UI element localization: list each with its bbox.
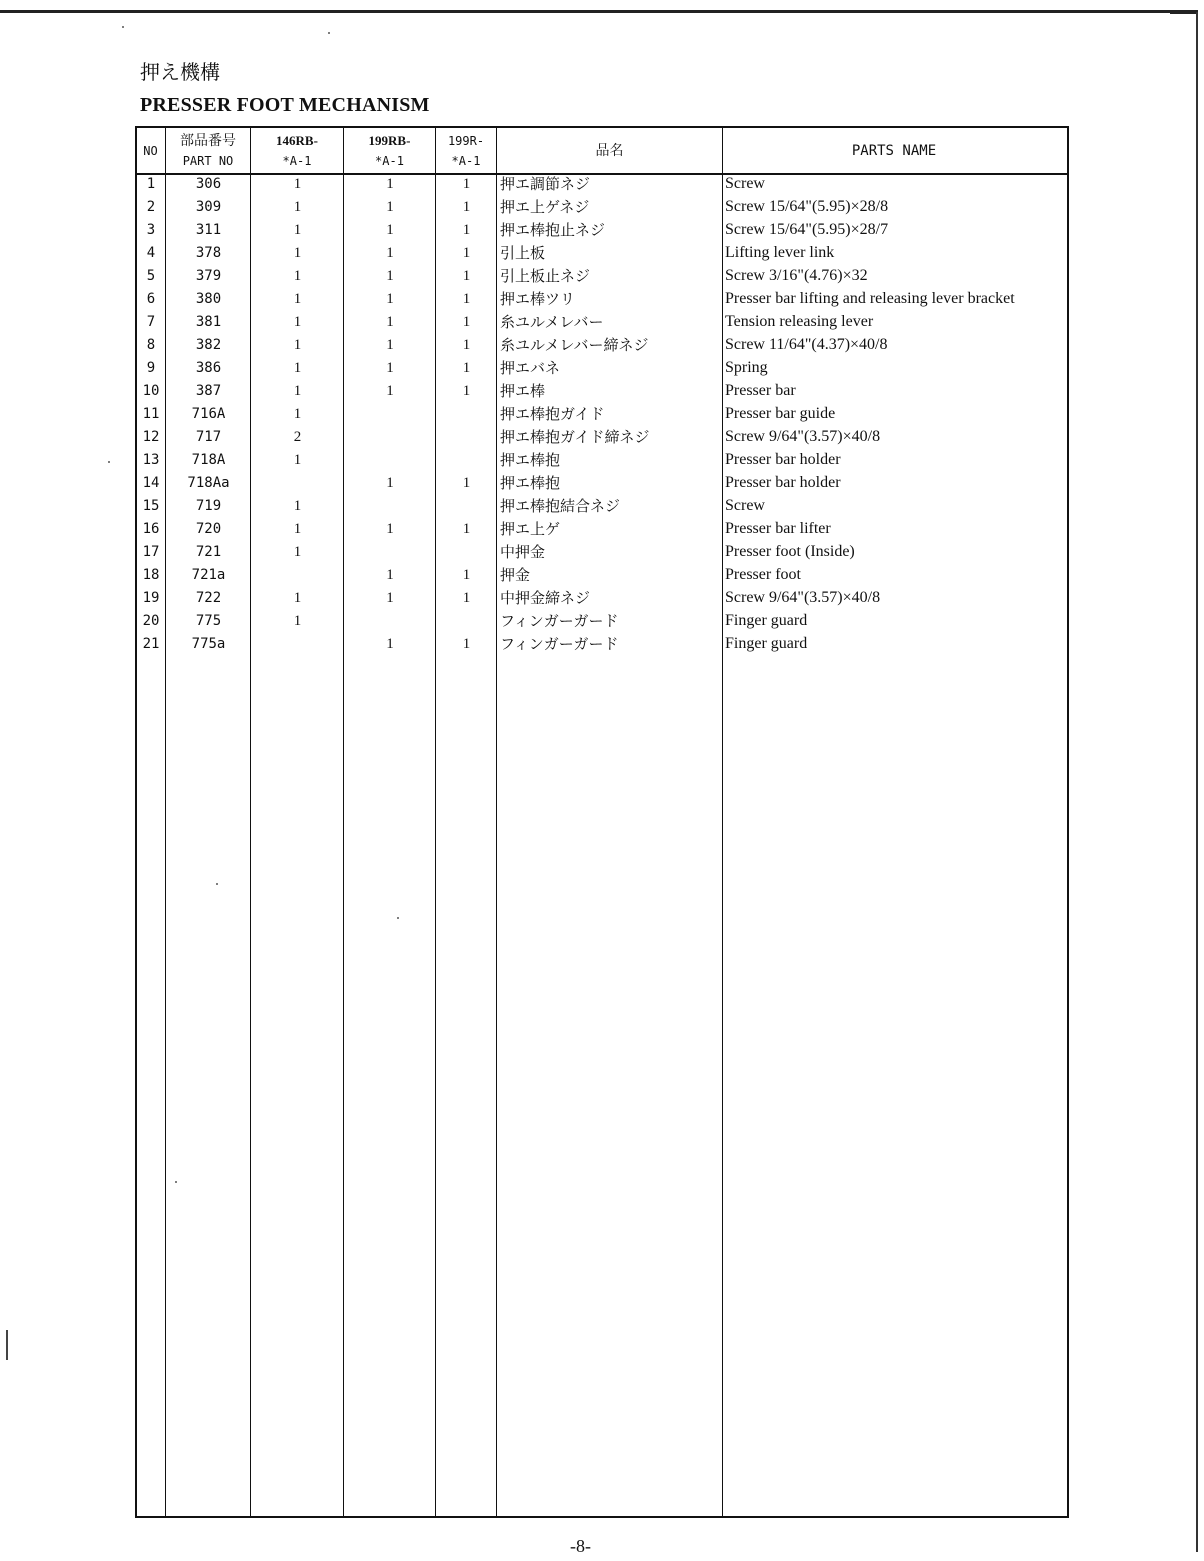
qty-146rb: 1 [293, 222, 302, 238]
header-parts-name: PARTS NAME [851, 142, 937, 159]
table-row [0, 634, 1204, 657]
qty-199rb: 1 [386, 567, 394, 583]
qty-199rb [344, 542, 436, 565]
part-name-jp: 引上板止ネジ [500, 267, 591, 285]
qty-199rb: 1 [386, 199, 394, 215]
row-number: 14 [142, 475, 160, 491]
qty-199rb: 1 [386, 360, 394, 376]
table-row [0, 312, 1204, 335]
header-199r: 199R- *A-1 [447, 133, 485, 168]
part-number: 716A [191, 406, 226, 422]
part-name-jp: 中押金 [500, 543, 546, 561]
part-name-en: Presser foot (Inside) [725, 543, 855, 560]
qty-146rb: 1 [293, 383, 302, 399]
table-row [0, 266, 1204, 289]
part-name-jp: 押エ上ゲネジ [500, 198, 590, 216]
part-name-en: Presser bar holder [725, 451, 841, 468]
part-name-jp: 押エ上ゲ [500, 520, 561, 538]
qty-146rb [251, 565, 344, 588]
row-number: 3 [146, 222, 156, 238]
qty-146rb: 1 [293, 268, 302, 284]
part-name-jp: 押エ棒抱止ネジ [500, 221, 606, 239]
qty-199rb [344, 427, 436, 450]
qty-199r: 1 [462, 222, 471, 238]
table-row [0, 381, 1204, 404]
part-name-en: Screw [725, 175, 765, 192]
qty-146rb: 1 [293, 337, 302, 353]
header-name-jp: 品名 [595, 142, 624, 159]
qty-199rb [344, 450, 436, 473]
qty-199r: 1 [462, 383, 471, 399]
section-title-jp: 押え機構 [140, 60, 220, 84]
table-row [0, 197, 1204, 220]
qty-199r: 1 [462, 337, 471, 353]
part-name-jp: 押エ棒抱結合ネジ [500, 497, 621, 515]
part-name-en: Presser bar guide [725, 405, 836, 422]
qty-146rb: 1 [293, 406, 302, 422]
part-name-en: Lifting lever link [725, 244, 835, 261]
row-number: 13 [142, 452, 160, 468]
row-number: 2 [146, 199, 156, 215]
page-number: -8- [570, 1536, 591, 1556]
qty-199rb [344, 404, 436, 427]
part-name-jp: 引上板 [500, 244, 546, 262]
row-number: 18 [142, 567, 160, 583]
table-row [0, 427, 1204, 450]
part-name-en: Screw 3/16"(4.76)×32 [725, 267, 868, 284]
table-row [0, 174, 1204, 197]
part-name-jp: 押エ棒 [500, 382, 546, 400]
row-number: 11 [142, 406, 160, 422]
part-number: 775a [191, 636, 226, 652]
table-row [0, 496, 1204, 519]
part-name-en: Tension releasing lever [725, 313, 874, 330]
part-number: 722 [195, 590, 222, 606]
part-number: 381 [195, 314, 222, 330]
top-border-line [0, 10, 1175, 13]
qty-199r [436, 404, 497, 427]
qty-146rb [251, 634, 344, 657]
part-name-jp: 押金 [500, 566, 531, 584]
qty-199rb: 1 [386, 268, 394, 284]
qty-199rb: 1 [386, 314, 394, 330]
part-name-en: Spring [725, 359, 768, 376]
part-name-en: Screw 11/64"(4.37)×40/8 [725, 336, 888, 353]
qty-146rb: 1 [293, 521, 302, 537]
qty-199r: 1 [462, 314, 471, 330]
qty-199r: 1 [462, 521, 471, 537]
qty-199rb [344, 496, 436, 519]
row-number: 1 [146, 176, 156, 192]
row-number: 9 [146, 360, 156, 376]
qty-199rb: 1 [386, 176, 394, 192]
qty-199rb: 1 [386, 636, 394, 652]
part-name-en: Presser bar lifting and releasing lever bracket [725, 290, 1015, 307]
row-number: 19 [142, 590, 160, 606]
row-number: 10 [142, 383, 160, 399]
qty-199rb: 1 [386, 337, 394, 353]
row-number: 15 [142, 498, 160, 514]
qty-146rb: 1 [293, 314, 302, 330]
header-part-no [166, 128, 250, 173]
part-name-jp: 押エバネ [500, 359, 561, 377]
table-row [0, 565, 1204, 588]
qty-199r: 1 [462, 268, 471, 284]
table-row [0, 588, 1204, 611]
part-number: 379 [195, 268, 222, 284]
part-number: 380 [195, 291, 222, 307]
qty-199r: 1 [462, 590, 471, 606]
qty-199r: 1 [462, 176, 471, 192]
part-number: 720 [195, 521, 222, 537]
qty-146rb: 1 [293, 613, 302, 629]
qty-199r [436, 611, 497, 634]
table-row [0, 243, 1204, 266]
part-name-en: Screw 15/64"(5.95)×28/7 [725, 221, 889, 238]
qty-146rb: 2 [293, 429, 302, 445]
row-number: 21 [142, 636, 160, 652]
qty-146rb [251, 473, 344, 496]
row-number: 8 [146, 337, 156, 353]
part-number: 719 [195, 498, 222, 514]
qty-199r: 1 [462, 199, 471, 215]
table-row [0, 450, 1204, 473]
part-name-en: Presser bar holder [725, 474, 841, 491]
part-name-en: Screw 9/64"(3.57)×40/8 [725, 589, 881, 606]
part-number: 306 [195, 176, 222, 192]
qty-199rb: 1 [386, 383, 394, 399]
row-number: 7 [146, 314, 156, 330]
part-number: 387 [195, 383, 222, 399]
header-199rb: 199RB- *A-1 [368, 132, 411, 168]
qty-146rb: 1 [293, 245, 302, 261]
header-part-no-en: PART NO [182, 153, 234, 168]
row-number: 12 [142, 429, 160, 445]
qty-199r: 1 [462, 245, 471, 261]
part-name-jp: 押エ棒抱ガイド締ネジ [500, 428, 650, 446]
part-name-en: Presser bar [725, 382, 796, 399]
qty-199r [436, 542, 497, 565]
part-name-jp: フィンガーガード [500, 612, 619, 630]
part-number: 718Aa [187, 475, 230, 491]
part-number: 386 [195, 360, 222, 376]
part-name-en: Finger guard [725, 612, 808, 629]
row-number: 20 [142, 613, 160, 629]
header-no: NO [143, 143, 158, 158]
top-right-corner-mark [1170, 10, 1198, 14]
part-name-en: Presser bar lifter [725, 520, 831, 537]
qty-146rb: 1 [293, 360, 302, 376]
part-number: 775 [195, 613, 222, 629]
qty-199r: 1 [462, 636, 471, 652]
part-name-en: Finger guard [725, 635, 808, 652]
part-name-en: Presser foot [725, 566, 801, 583]
header-part-no-jp: 部品番号 [180, 132, 236, 149]
table-row [0, 358, 1204, 381]
qty-199rb: 1 [386, 590, 394, 606]
row-number: 4 [146, 245, 156, 261]
qty-146rb: 1 [293, 498, 302, 514]
qty-199rb: 1 [386, 521, 394, 537]
part-number: 382 [195, 337, 222, 353]
table-row [0, 519, 1204, 542]
part-name-en: Screw 9/64"(3.57)×40/8 [725, 428, 881, 445]
row-number: 6 [146, 291, 156, 307]
table-row [0, 335, 1204, 358]
header-146rb: 146RB- *A-1 [276, 132, 318, 168]
row-number: 16 [142, 521, 160, 537]
row-number: 17 [142, 544, 160, 560]
qty-146rb: 1 [293, 291, 302, 307]
part-name-en: Screw [725, 497, 765, 514]
qty-199r [436, 450, 497, 473]
table-row [0, 220, 1204, 243]
part-name-en: Screw 15/64"(5.95)×28/8 [725, 198, 889, 215]
table-row [0, 473, 1204, 496]
part-name-jp: フィンガーガード [500, 635, 619, 653]
left-margin-mark [6, 1330, 8, 1360]
part-name-jp: 押エ棒ツリ [500, 290, 576, 308]
qty-199r [436, 427, 497, 450]
part-name-jp: 糸ユルメレバー締ネジ [500, 336, 649, 354]
scan-speck [328, 32, 330, 34]
qty-146rb: 1 [293, 176, 302, 192]
table-row [0, 404, 1204, 427]
qty-199rb: 1 [386, 222, 394, 238]
row-number: 5 [146, 268, 156, 284]
part-number: 378 [195, 245, 222, 261]
part-number: 721a [191, 567, 226, 583]
qty-146rb: 1 [293, 199, 302, 215]
part-name-jp: 押エ棒抱 [500, 451, 561, 469]
table-row [0, 611, 1204, 634]
part-number: 311 [195, 222, 222, 238]
qty-146rb: 1 [293, 544, 302, 560]
part-name-jp: 糸ユルメレバー [500, 313, 604, 331]
part-name-jp: 押エ棒抱 [500, 474, 561, 492]
table-row [0, 289, 1204, 312]
table-row [0, 542, 1204, 565]
qty-199rb: 1 [386, 291, 394, 307]
scan-speck [122, 26, 124, 28]
qty-199r: 1 [462, 567, 471, 583]
qty-199r: 1 [462, 291, 471, 307]
part-name-jp: 押エ棒抱ガイド [500, 405, 605, 423]
part-number: 721 [195, 544, 222, 560]
qty-199rb: 1 [386, 245, 394, 261]
qty-146rb: 1 [293, 590, 302, 606]
qty-199r: 1 [462, 475, 471, 491]
section-title-en: PRESSER FOOT MECHANISM [140, 94, 430, 116]
qty-199r: 1 [462, 360, 471, 376]
part-name-jp: 中押金締ネジ [500, 589, 591, 607]
qty-146rb: 1 [293, 452, 302, 468]
part-name-jp: 押エ調節ネジ [500, 175, 591, 193]
part-number: 309 [195, 199, 222, 215]
qty-199r [436, 496, 497, 519]
qty-199rb: 1 [386, 475, 394, 491]
part-number: 718A [191, 452, 226, 468]
part-number: 717 [195, 429, 222, 445]
qty-199rb [344, 611, 436, 634]
